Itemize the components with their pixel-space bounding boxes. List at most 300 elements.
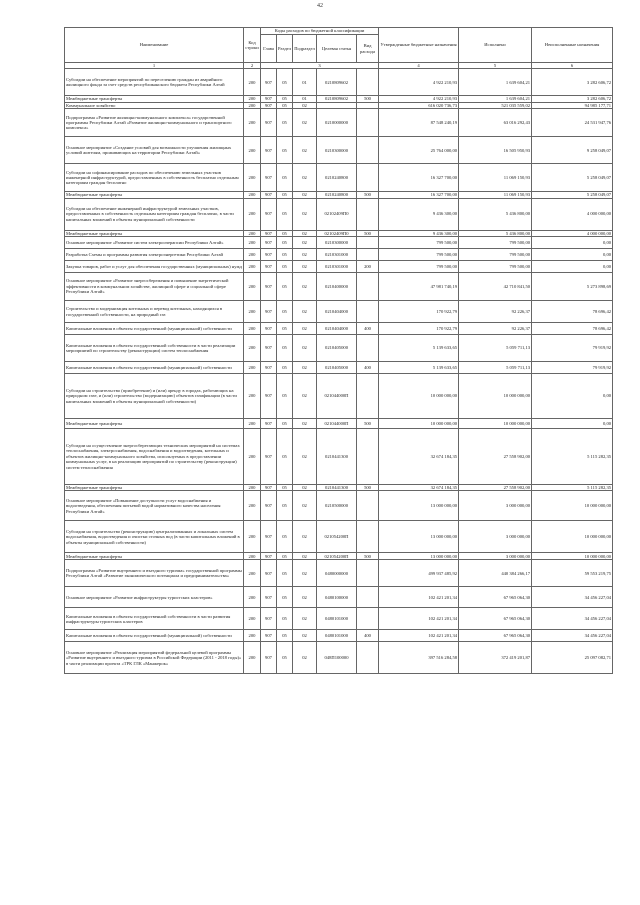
row-line-code-cell: 200 bbox=[244, 362, 261, 374]
row-unexecuted-cell: 78 696,42 bbox=[532, 323, 613, 335]
row-unexecuted-cell: 9 258 049,07 bbox=[532, 137, 613, 164]
row-line-code-cell: 200 bbox=[244, 109, 261, 137]
row-podrazdel-cell: 02 bbox=[293, 491, 317, 521]
row-vid-cell: 500 bbox=[357, 96, 379, 102]
row-name-cell: Межбюджетные трансферты bbox=[65, 419, 244, 429]
row-line-code-cell: 200 bbox=[244, 560, 261, 587]
row-unexecuted-cell: 3 282 606,72 bbox=[532, 96, 613, 102]
header-executed: Исполнено bbox=[459, 28, 532, 63]
row-approved-cell: 799 500,00 bbox=[379, 237, 459, 249]
index-cell: 6 bbox=[532, 63, 613, 69]
row-target-cell: 0210300000 bbox=[317, 137, 357, 164]
row-unexecuted-cell: 25 097 082,71 bbox=[532, 642, 613, 674]
index-cell: 3 bbox=[261, 63, 379, 69]
row-glava-cell: 907 bbox=[261, 362, 277, 374]
row-name-cell: Межбюджетные трансферты bbox=[65, 230, 244, 236]
row-name-cell: Основное мероприятие «Развитие инфраструктуры туристских кластеров» bbox=[65, 587, 244, 608]
row-name-cell: Субсидии на строительство (приобретение) и (или) аренду в городах, работающих на природном газе, и (или) строительство (модернизацию) объектов газификации (в части капитальных вложений в объекты муниципальной собственности) bbox=[65, 374, 244, 419]
row-razdel-cell: 05 bbox=[277, 429, 293, 485]
row-approved-cell: 499 937 485,92 bbox=[379, 560, 459, 587]
row-line-code-cell: 200 bbox=[244, 335, 261, 362]
page-number: 42 bbox=[317, 3, 323, 9]
row-podrazdel-cell: 02 bbox=[293, 419, 317, 429]
row-vid-cell bbox=[357, 642, 379, 674]
table-row bbox=[65, 419, 613, 429]
row-razdel-cell: 05 bbox=[277, 521, 293, 553]
row-podrazdel-cell: 02 bbox=[293, 249, 317, 261]
row-name-cell: Межбюджетные трансферты bbox=[65, 485, 244, 491]
row-name-cell: Основное мероприятие «Создание условий для возможности улучшения жилищных условий жителям, проживающих на территории Республики Алтай» bbox=[65, 137, 244, 164]
row-target-cell: 0480100000 bbox=[317, 587, 357, 608]
row-name-cell: Межбюджетные трансферты bbox=[65, 553, 244, 560]
row-unexecuted-cell: 79 919,92 bbox=[532, 335, 613, 362]
row-line-code-cell: 200 bbox=[244, 419, 261, 429]
row-glava-cell: 907 bbox=[261, 429, 277, 485]
row-executed-cell: 5 436 800,00 bbox=[459, 230, 532, 236]
row-vid-cell: 500 bbox=[357, 419, 379, 429]
table-row bbox=[65, 301, 613, 323]
row-approved-cell: 799 500,00 bbox=[379, 249, 459, 261]
row-vid-cell: 500 bbox=[357, 230, 379, 236]
table-row bbox=[65, 587, 613, 608]
row-glava-cell: 907 bbox=[261, 69, 277, 96]
row-name-cell: Межбюджетные трансферты bbox=[65, 192, 244, 198]
row-vid-cell bbox=[357, 429, 379, 485]
row-name-cell: Капитальные вложения в объекты государственной собственности в части развития инфраструктуры туристских кластеров bbox=[65, 608, 244, 630]
row-name-cell: Строительство и модернизация котельных и перевод котельных, находящихся в государственной собственности, на природный газ bbox=[65, 301, 244, 323]
row-glava-cell: 907 bbox=[261, 642, 277, 674]
row-vid-cell bbox=[357, 608, 379, 630]
table-row bbox=[65, 273, 613, 301]
row-approved-cell: 170 922,79 bbox=[379, 301, 459, 323]
row-executed-cell: 92 226,37 bbox=[459, 323, 532, 335]
row-glava-cell: 907 bbox=[261, 237, 277, 249]
row-line-code-cell: 200 bbox=[244, 630, 261, 642]
row-glava-cell: 907 bbox=[261, 102, 277, 108]
row-podrazdel-cell: 02 bbox=[293, 192, 317, 198]
row-podrazdel-cell: 02 bbox=[293, 374, 317, 419]
row-line-code-cell: 200 bbox=[244, 137, 261, 164]
row-line-code-cell: 200 bbox=[244, 261, 261, 273]
row-line-code-cell: 200 bbox=[244, 230, 261, 236]
row-line-code-cell: 200 bbox=[244, 429, 261, 485]
row-podrazdel-cell: 02 bbox=[293, 553, 317, 560]
row-glava-cell: 907 bbox=[261, 273, 277, 301]
row-target-cell: 02102409П0 bbox=[317, 230, 357, 236]
row-vid-cell bbox=[357, 109, 379, 137]
row-razdel-cell: 05 bbox=[277, 323, 293, 335]
row-executed-cell: 1 639 604,21 bbox=[459, 96, 532, 102]
row-glava-cell: 907 bbox=[261, 109, 277, 137]
row-podrazdel-cell: 02 bbox=[293, 137, 317, 164]
row-line-code-cell: 200 bbox=[244, 198, 261, 230]
row-executed-cell: 5 059 711,13 bbox=[459, 362, 532, 374]
row-executed-cell: 3 000 000,00 bbox=[459, 521, 532, 553]
row-vid-cell: 500 bbox=[357, 485, 379, 491]
row-podrazdel-cell: 02 bbox=[293, 102, 317, 108]
row-target-cell: 048П100000 bbox=[317, 642, 357, 674]
row-razdel-cell: 05 bbox=[277, 237, 293, 249]
row-line-code-cell: 200 bbox=[244, 587, 261, 608]
row-line-code-cell: 200 bbox=[244, 249, 261, 261]
row-vid-cell bbox=[357, 335, 379, 362]
row-razdel-cell: 05 bbox=[277, 335, 293, 362]
row-razdel-cell: 05 bbox=[277, 587, 293, 608]
row-line-code-cell: 200 bbox=[244, 374, 261, 419]
row-glava-cell: 907 bbox=[261, 374, 277, 419]
row-executed-cell: 67 965 064,30 bbox=[459, 587, 532, 608]
row-razdel-cell: 05 bbox=[277, 198, 293, 230]
row-vid-cell bbox=[357, 249, 379, 261]
row-target-cell: 0210400000 bbox=[317, 273, 357, 301]
row-name-cell: Коммунальное хозяйство bbox=[65, 102, 244, 108]
row-name-cell: Межбюджетные трансферты bbox=[65, 96, 244, 102]
row-executed-cell: 5 059 711,13 bbox=[459, 335, 532, 362]
row-unexecuted-cell: 34 456 227,04 bbox=[532, 630, 613, 642]
row-executed-cell: 67 965 064,30 bbox=[459, 608, 532, 630]
row-executed-cell: 3 000 000,00 bbox=[459, 491, 532, 521]
table-row bbox=[65, 521, 613, 553]
row-unexecuted-cell: 78 696,42 bbox=[532, 301, 613, 323]
row-glava-cell: 907 bbox=[261, 164, 277, 192]
row-glava-cell: 907 bbox=[261, 230, 277, 236]
row-vid-cell bbox=[357, 521, 379, 553]
row-line-code-cell: 200 bbox=[244, 69, 261, 96]
row-approved-cell: 4 922 210,93 bbox=[379, 69, 459, 96]
row-target-cell: 0210500000 bbox=[317, 491, 357, 521]
row-vid-cell: 500 bbox=[357, 192, 379, 198]
row-unexecuted-cell: 24 531 947,76 bbox=[532, 109, 613, 137]
row-target-cell: 021054200П bbox=[317, 553, 357, 560]
row-vid-cell bbox=[357, 301, 379, 323]
row-razdel-cell: 05 bbox=[277, 485, 293, 491]
table-row bbox=[65, 630, 613, 642]
budget-execution-table bbox=[64, 27, 613, 674]
row-razdel-cell: 05 bbox=[277, 102, 293, 108]
row-name-cell: Субсидии на софинансирование расходов по обеспечению земельных участков инженерной инфраструктурой, предоставленных в собственность бесплатно отдельным категориям граждан бесплатно bbox=[65, 164, 244, 192]
row-target-cell: 0210405000 bbox=[317, 335, 357, 362]
row-glava-cell: 907 bbox=[261, 560, 277, 587]
row-line-code-cell: 200 bbox=[244, 491, 261, 521]
row-vid-cell bbox=[357, 374, 379, 419]
row-podrazdel-cell: 02 bbox=[293, 521, 317, 553]
row-razdel-cell: 05 bbox=[277, 608, 293, 630]
row-executed-cell: 63 016 292,43 bbox=[459, 109, 532, 137]
table-row bbox=[65, 323, 613, 335]
header-razdel: Раздел bbox=[277, 35, 293, 63]
header-approved: Утвержденные бюджетные назначения bbox=[379, 28, 459, 63]
row-executed-cell: 521 035 559,02 bbox=[459, 102, 532, 108]
row-unexecuted-cell: 0,00 bbox=[532, 374, 613, 419]
row-approved-cell: 9 436 300,00 bbox=[379, 198, 459, 230]
row-unexecuted-cell: 79 919,92 bbox=[532, 362, 613, 374]
row-podrazdel-cell: 02 bbox=[293, 273, 317, 301]
row-target-cell: 0480101000 bbox=[317, 608, 357, 630]
row-target-cell: 0210809602 bbox=[317, 96, 357, 102]
row-line-code-cell: 200 bbox=[244, 608, 261, 630]
table-row bbox=[65, 137, 613, 164]
row-line-code-cell: 200 bbox=[244, 553, 261, 560]
row-line-code-cell: 200 bbox=[244, 485, 261, 491]
header-unexecuted: Неисполненные назначения bbox=[532, 28, 613, 63]
row-unexecuted-cell: 5 115 282,35 bbox=[532, 429, 613, 485]
row-target-cell: 021054200П bbox=[317, 521, 357, 553]
table-row bbox=[65, 608, 613, 630]
row-target-cell: 0210000000 bbox=[317, 109, 357, 137]
index-cell: 5 bbox=[459, 63, 532, 69]
row-unexecuted-cell: 4 000 000,00 bbox=[532, 198, 613, 230]
row-podrazdel-cell: 02 bbox=[293, 608, 317, 630]
row-name-cell: Субсидии на осуществление энергосберегающих технических мероприятий на системах теплоснабжения, электроснабжения, водоснабжения и водоотведения, котельных и объектов жилищно-коммунального хозяйства, используемых в предоставлении коммунальных услуг, в на реализацию мероприятий по строительству (реконструкции) систем теплоснабжения bbox=[65, 429, 244, 485]
row-approved-cell: 25 764 000,00 bbox=[379, 137, 459, 164]
table-row bbox=[65, 429, 613, 485]
table-row bbox=[65, 261, 613, 273]
row-unexecuted-cell: 5 273 898,69 bbox=[532, 273, 613, 301]
row-vid-cell bbox=[357, 164, 379, 192]
row-glava-cell: 907 bbox=[261, 587, 277, 608]
row-target-cell: 0210404000 bbox=[317, 323, 357, 335]
row-name-cell: Капитальные вложения в объекты государственной (муниципальной) собственности bbox=[65, 630, 244, 642]
row-unexecuted-cell: 0,00 bbox=[532, 249, 613, 261]
row-vid-cell: 400 bbox=[357, 362, 379, 374]
header-target: Целевая статья bbox=[317, 35, 357, 63]
row-approved-cell: 5 139 633,65 bbox=[379, 335, 459, 362]
row-line-code-cell: 200 bbox=[244, 323, 261, 335]
row-name-cell: Капитальные вложения в объекты государственной (муниципальной) собственности bbox=[65, 362, 244, 374]
row-target-cell: 021044000П bbox=[317, 374, 357, 419]
row-glava-cell: 907 bbox=[261, 419, 277, 429]
row-razdel-cell: 05 bbox=[277, 630, 293, 642]
table-row bbox=[65, 69, 613, 96]
row-target-cell: 0480000000 bbox=[317, 560, 357, 587]
row-glava-cell: 907 bbox=[261, 521, 277, 553]
row-executed-cell: 5 436 800,00 bbox=[459, 198, 532, 230]
row-executed-cell: 11 069 150,93 bbox=[459, 192, 532, 198]
row-unexecuted-cell: 5 258 049,07 bbox=[532, 164, 613, 192]
row-name-cell: Капитальные вложения в объекты государственной собственности в части реализации мероприятий по строительству (реконструкции) систем теплоснабжения bbox=[65, 335, 244, 362]
row-executed-cell: 799 500,00 bbox=[459, 261, 532, 273]
row-vid-cell bbox=[357, 560, 379, 587]
row-unexecuted-cell: 34 456 227,04 bbox=[532, 608, 613, 630]
row-glava-cell: 907 bbox=[261, 96, 277, 102]
row-podrazdel-cell: 02 bbox=[293, 362, 317, 374]
row-name-cell: Субсидии на обеспечение инженерной инфраструктурой земельных участков, предоставленных в собственность отдельным категориям граждан бесплатно, в части капитальных вложений в объекты муниципальной собственности bbox=[65, 198, 244, 230]
row-podrazdel-cell: 02 bbox=[293, 323, 317, 335]
row-razdel-cell: 05 bbox=[277, 69, 293, 96]
row-executed-cell: 27 558 902,00 bbox=[459, 429, 532, 485]
row-podrazdel-cell: 01 bbox=[293, 69, 317, 96]
row-razdel-cell: 05 bbox=[277, 109, 293, 137]
table-body bbox=[65, 69, 613, 674]
row-podrazdel-cell: 02 bbox=[293, 109, 317, 137]
row-name-cell: Субсидии на строительство (реконструкцию) централизованных и локальных систем водоснабжения, водоотведения и очистки сточных вод (в части капитальных вложений в объекты муниципальной собственности) bbox=[65, 521, 244, 553]
row-executed-cell: 11 069 150,93 bbox=[459, 164, 532, 192]
row-podrazdel-cell: 02 bbox=[293, 587, 317, 608]
row-podrazdel-cell: 02 bbox=[293, 560, 317, 587]
row-vid-cell: 400 bbox=[357, 630, 379, 642]
row-target-cell: 0210300000 bbox=[317, 237, 357, 249]
table-row bbox=[65, 374, 613, 419]
header-podrazdel: Подраздел bbox=[293, 35, 317, 63]
row-line-code-cell: 200 bbox=[244, 102, 261, 108]
table-row bbox=[65, 642, 613, 674]
row-target-cell: 0210240800 bbox=[317, 192, 357, 198]
row-podrazdel-cell: 02 bbox=[293, 237, 317, 249]
row-executed-cell: 3 000 000,00 bbox=[459, 553, 532, 560]
table-row bbox=[65, 362, 613, 374]
row-razdel-cell: 05 bbox=[277, 96, 293, 102]
row-vid-cell bbox=[357, 237, 379, 249]
row-target-cell: 0210301000 bbox=[317, 249, 357, 261]
row-razdel-cell: 05 bbox=[277, 301, 293, 323]
table-row bbox=[65, 560, 613, 587]
row-razdel-cell: 05 bbox=[277, 491, 293, 521]
row-approved-cell: 47 981 740,19 bbox=[379, 273, 459, 301]
row-target-cell: 0210441300 bbox=[317, 485, 357, 491]
row-glava-cell: 907 bbox=[261, 249, 277, 261]
row-podrazdel-cell: 02 bbox=[293, 429, 317, 485]
row-line-code-cell: 200 bbox=[244, 192, 261, 198]
header-code-line: Код строки bbox=[244, 28, 261, 63]
row-unexecuted-cell: 5 115 282,35 bbox=[532, 485, 613, 491]
row-unexecuted-cell: 10 000 000,00 bbox=[532, 521, 613, 553]
row-razdel-cell: 05 bbox=[277, 362, 293, 374]
row-approved-cell: 10 000 000,00 bbox=[379, 419, 459, 429]
row-podrazdel-cell: 02 bbox=[293, 335, 317, 362]
row-unexecuted-cell: 59 553 219,75 bbox=[532, 560, 613, 587]
header-glava: Глава bbox=[261, 35, 277, 63]
row-approved-cell: 616 020 736,73 bbox=[379, 102, 459, 108]
row-vid-cell: 200 bbox=[357, 261, 379, 273]
row-target-cell: 021044000П bbox=[317, 419, 357, 429]
index-cell: 4 bbox=[379, 63, 459, 69]
row-glava-cell: 907 bbox=[261, 608, 277, 630]
row-razdel-cell: 05 bbox=[277, 192, 293, 198]
row-glava-cell: 907 bbox=[261, 630, 277, 642]
row-executed-cell: 1 639 604,21 bbox=[459, 69, 532, 96]
row-target-cell: 02102409П0 bbox=[317, 198, 357, 230]
row-approved-cell: 102 421 201,34 bbox=[379, 608, 459, 630]
row-glava-cell: 907 bbox=[261, 198, 277, 230]
table-row bbox=[65, 553, 613, 560]
row-glava-cell: 907 bbox=[261, 553, 277, 560]
row-line-code-cell: 200 bbox=[244, 237, 261, 249]
row-executed-cell: 10 000 000,00 bbox=[459, 419, 532, 429]
row-name-cell: Разработка Схемы и программы развития электроэнергетики Республики Алтай bbox=[65, 249, 244, 261]
row-unexecuted-cell: 0,00 bbox=[532, 261, 613, 273]
row-target-cell: 0210441300 bbox=[317, 429, 357, 485]
row-vid-cell bbox=[357, 198, 379, 230]
row-vid-cell: 500 bbox=[357, 553, 379, 560]
row-name-cell: Основное мероприятие «Развитие систем электроочерапсии Республики Алтай» bbox=[65, 237, 244, 249]
row-name-cell: Основное мероприятие «Повышение доступности услуг водоснабжения и водоотведения, обеспечения питьевой водой нормативного качества населения Республики Алтай» bbox=[65, 491, 244, 521]
row-razdel-cell: 05 bbox=[277, 560, 293, 587]
row-name-cell: Подпрограмма «Развитие жилищно-коммунального комплекса» государственной программы Республики Алтай «Развитие жилищно-коммунального и транспортного комплекса» bbox=[65, 109, 244, 137]
row-executed-cell: 67 965 064,30 bbox=[459, 630, 532, 642]
row-executed-cell: 92 226,37 bbox=[459, 301, 532, 323]
row-glava-cell: 907 bbox=[261, 335, 277, 362]
table-row bbox=[65, 198, 613, 230]
row-approved-cell: 799 500,00 bbox=[379, 261, 459, 273]
row-razdel-cell: 05 bbox=[277, 164, 293, 192]
row-podrazdel-cell: 01 bbox=[293, 96, 317, 102]
row-vid-cell bbox=[357, 587, 379, 608]
row-approved-cell: 32 674 184,35 bbox=[379, 485, 459, 491]
row-vid-cell bbox=[357, 69, 379, 96]
row-executed-cell: 10 000 000,00 bbox=[459, 374, 532, 419]
row-glava-cell: 907 bbox=[261, 301, 277, 323]
table-row bbox=[65, 164, 613, 192]
row-razdel-cell: 05 bbox=[277, 273, 293, 301]
row-name-cell: Капитальные вложения в объекты государственной (муниципальной) собственности bbox=[65, 323, 244, 335]
row-name-cell: Субсидии на обеспечение мероприятий по переселению граждан из аварийного жилищного фонда за счет средств республиканского бюджета Республики Алтай bbox=[65, 69, 244, 96]
row-executed-cell: 42 710 841,50 bbox=[459, 273, 532, 301]
row-razdel-cell: 05 bbox=[277, 137, 293, 164]
row-approved-cell: 32 674 184,35 bbox=[379, 429, 459, 485]
row-razdel-cell: 05 bbox=[277, 553, 293, 560]
row-razdel-cell: 05 bbox=[277, 419, 293, 429]
row-target-cell: 0210240800 bbox=[317, 164, 357, 192]
row-vid-cell bbox=[357, 137, 379, 164]
header-code-group: Коды расходов по бюджетной классификации bbox=[261, 28, 379, 35]
row-executed-cell: 27 558 902,00 bbox=[459, 485, 532, 491]
row-razdel-cell: 05 bbox=[277, 230, 293, 236]
row-approved-cell: 102 421 201,34 bbox=[379, 587, 459, 608]
row-glava-cell: 907 bbox=[261, 323, 277, 335]
row-approved-cell: 87 548 240,19 bbox=[379, 109, 459, 137]
row-podrazdel-cell: 02 bbox=[293, 164, 317, 192]
index-cell: 1 bbox=[65, 63, 244, 69]
row-podrazdel-cell: 02 bbox=[293, 261, 317, 273]
row-podrazdel-cell: 02 bbox=[293, 230, 317, 236]
row-executed-cell: 16 505 950,93 bbox=[459, 137, 532, 164]
row-name-cell: Основное мероприятие «Реализация мероприятий федеральной целевой программы «Развитие внутреннего и въездного туризма в Российской Федерации (2011 - 2018 годы)» в части реализации проекта «ТРК ГЛК «Манжерок» bbox=[65, 642, 244, 674]
row-line-code-cell: 200 bbox=[244, 301, 261, 323]
row-approved-cell: 102 421 201,34 bbox=[379, 630, 459, 642]
table-row bbox=[65, 249, 613, 261]
row-glava-cell: 907 bbox=[261, 137, 277, 164]
row-unexecuted-cell: 10 000 000,00 bbox=[532, 491, 613, 521]
row-approved-cell: 13 000 000,00 bbox=[379, 491, 459, 521]
row-unexecuted-cell: 5 258 049,07 bbox=[532, 192, 613, 198]
row-approved-cell: 4 922 210,93 bbox=[379, 96, 459, 102]
row-approved-cell: 5 139 633,65 bbox=[379, 362, 459, 374]
row-podrazdel-cell: 02 bbox=[293, 301, 317, 323]
row-razdel-cell: 05 bbox=[277, 374, 293, 419]
row-executed-cell: 372 419 201,87 bbox=[459, 642, 532, 674]
table-row bbox=[65, 491, 613, 521]
row-line-code-cell: 200 bbox=[244, 642, 261, 674]
row-line-code-cell: 200 bbox=[244, 521, 261, 553]
row-approved-cell: 170 922,79 bbox=[379, 323, 459, 335]
row-glava-cell: 907 bbox=[261, 192, 277, 198]
row-target-cell: 0210809602 bbox=[317, 69, 357, 96]
row-target-cell: 0210404000 bbox=[317, 301, 357, 323]
row-podrazdel-cell: 02 bbox=[293, 198, 317, 230]
row-approved-cell: 16 327 700,00 bbox=[379, 192, 459, 198]
row-podrazdel-cell: 02 bbox=[293, 485, 317, 491]
row-approved-cell: 397 516 284,58 bbox=[379, 642, 459, 674]
row-unexecuted-cell: 4 000 000,00 bbox=[532, 230, 613, 236]
row-glava-cell: 907 bbox=[261, 491, 277, 521]
row-approved-cell: 13 000 000,00 bbox=[379, 553, 459, 560]
row-approved-cell: 16 327 700,00 bbox=[379, 164, 459, 192]
row-razdel-cell: 05 bbox=[277, 261, 293, 273]
row-name-cell: Закупка товаров, работ и услуг для обеспечения государственных (муниципальных) нужд bbox=[65, 261, 244, 273]
table-row bbox=[65, 109, 613, 137]
row-executed-cell: 799 500,00 bbox=[459, 237, 532, 249]
row-line-code-cell: 200 bbox=[244, 164, 261, 192]
